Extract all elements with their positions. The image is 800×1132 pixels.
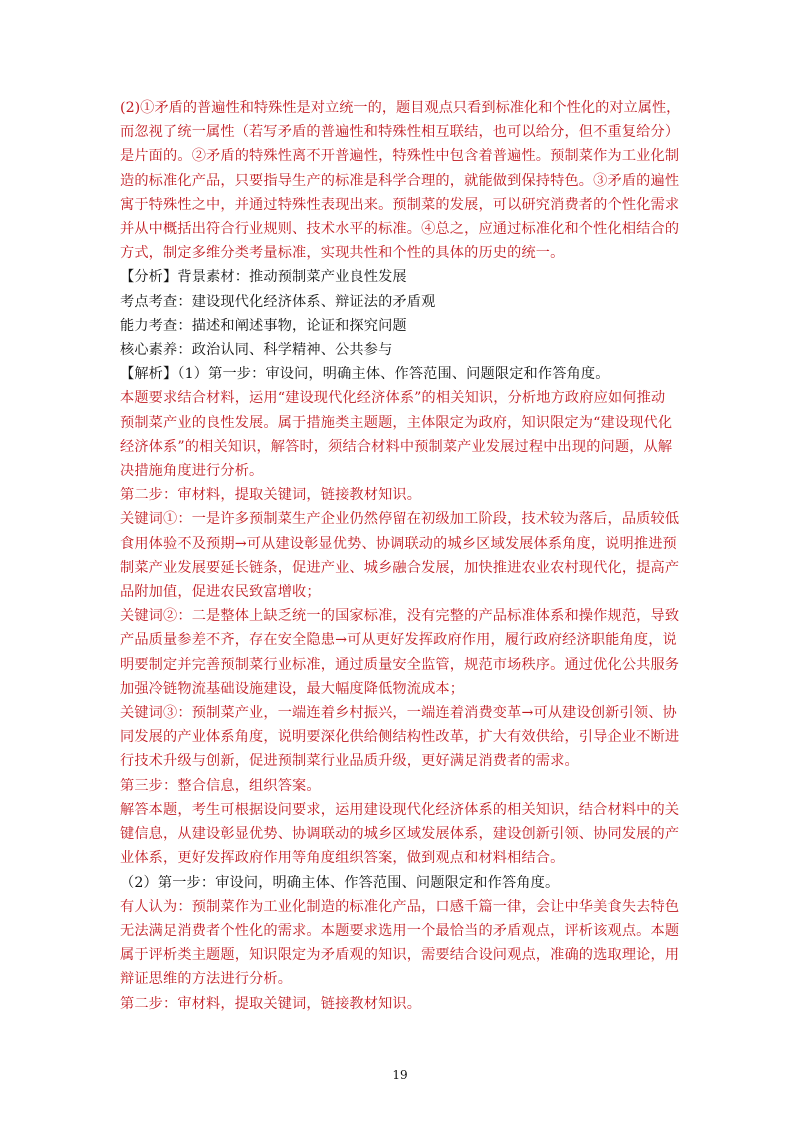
text-line: 考点考查：建设现代化经济体系、辩证法的矛盾观 (120, 293, 436, 310)
text-line: 而忽视了统一属性（若写矛盾的普遍性和特殊性相互联结，也可以给分，但不重复给分） (120, 124, 680, 141)
text-line: 方式，制定多维分类考量标准，实现共性和个性的具体的历史的统一。 (120, 245, 565, 262)
text-line: 能力考查：描述和阐述事物，论证和探究问题 (120, 317, 407, 334)
text-line: 【解析】（1）第一步：审设问，明确主体、作答范围、问题限定和作答角度。 (120, 366, 610, 383)
document-body (120, 96, 680, 1016)
text-line: 第二步：审材料，提取关键词，链接教材知识。 (120, 995, 422, 1012)
text-line: 第三步：整合信息，组织答案。 (120, 777, 321, 794)
text-line: （2）第一步：审设问，明确主体、作答范围、问题限定和作答角度。 (120, 874, 560, 891)
text-line: 有人认为：预制菜作为工业化制造的标准化产品，口感千篇一律，会让中华美食失去特色 (120, 898, 680, 915)
text-line: 加强冷链物流基础设施建设，最大幅度降低物流成本； (120, 680, 465, 697)
text-line: 产品质量参差不齐，存在安全隐患→可从更好发挥政府作用，履行政府经济职能角度，说 (120, 632, 677, 649)
text-line: (2)①矛盾的普遍性和特殊性是对立统一的，题目观点只看到标准化和个性化的对立属性， (120, 100, 681, 116)
text-line: 解答本题，考生可根据设问要求，运用建设现代化经济体系的相关知识，结合材料中的关 (120, 801, 680, 818)
text-line: 核心素养：政治认同、科学精神、公共参与 (120, 342, 393, 359)
text-line: 【分析】背景素材：推动预制菜产业良性发展 (120, 269, 407, 286)
text-line: 辩证思维的方法进行分析。 (120, 971, 293, 988)
text-line: 食用体验不及预期→可从建设彰显优势、协调联动的城乡区域发展体系角度，说明推进预 (120, 535, 677, 552)
text-line: 预制菜产业的良性发展。属于措施类主题题，主体限定为政府，知识限定为“建设现代化 (120, 414, 673, 431)
text-line: 决措施角度进行分析。 (120, 463, 264, 480)
text-line: 品附加值，促进农民致富增收； (120, 584, 321, 601)
text-line: 关键词②：二是整体上缺乏统一的国家标准，没有完整的产品标准体系和操作规范，导致 (120, 608, 680, 625)
page-number: 19 (392, 1068, 408, 1082)
text-line: 是片面的。②矛盾的特殊性离不开普遍性，特殊性中包含着普遍性。预制菜作为工业化制 (120, 148, 680, 165)
text-line: 同发展的产业体系角度，说明要深化供给侧结构性改革，扩大有效供给，引导企业不断进 (120, 729, 680, 746)
text-line: 造的标准化产品，只要指导生产的标准是科学合理的，就能做到保持特色。③矛盾的遍性 (120, 172, 680, 189)
text-line: 业体系，更好发挥政府作用等角度组织答案，做到观点和材料相结合。 (120, 850, 565, 867)
text-line: 经济体系”的相关知识，解答时，须结合材料中预制菜产业发展过程中出现的问题，从解 (120, 438, 673, 455)
text-line: 关键词③：预制菜产业，一端连着乡村振兴，一端连着消费变革→可从建设创新引领、协 (120, 705, 677, 722)
text-line: 行技术升级与创新，促进预制菜行业品质升级，更好满足消费者的需求。 (120, 753, 579, 770)
text-line: 并从中概括出符合行业规则、技术水平的标准。④总之，应通过标准化和个性化相结合的 (120, 221, 680, 238)
text-line: 本题要求结合材料，运用“建设现代化经济体系”的相关知识，分析地方政府应如何推动 (120, 390, 666, 407)
text-line: 寓于特殊性之中，并通过特殊性表现出来。预制菜的发展，可以研究消费者的个性化需求 (120, 196, 680, 213)
text-line: 明要制定并完善预制菜行业标准，通过质量安全监管，规范市场秩序。通过优化公共服务 (120, 656, 680, 673)
text-line: 第二步：审材料，提取关键词，链接教材知识。 (120, 487, 422, 504)
text-line: 制菜产业发展要延长链条，促进产业、城乡融合发展，加快推进农业农村现代化，提高产 (120, 559, 680, 576)
text-line: 属于评析类主题题，知识限定为矛盾观的知识，需要结合设问观点，准确的选取理论，用 (120, 947, 680, 964)
text-line: 无法满足消费者个性化的需求。本题要求选用一个最恰当的矛盾观点，评析该观点。本题 (120, 922, 680, 939)
text-line: 关键词①：一是许多预制菜生产企业仍然停留在初级加工阶段，技术较为落后，品质较低 (120, 511, 680, 528)
text-line: 键信息，从建设彰显优势、协调联动的城乡区域发展体系，建设创新引领、协同发展的产 (120, 826, 680, 843)
